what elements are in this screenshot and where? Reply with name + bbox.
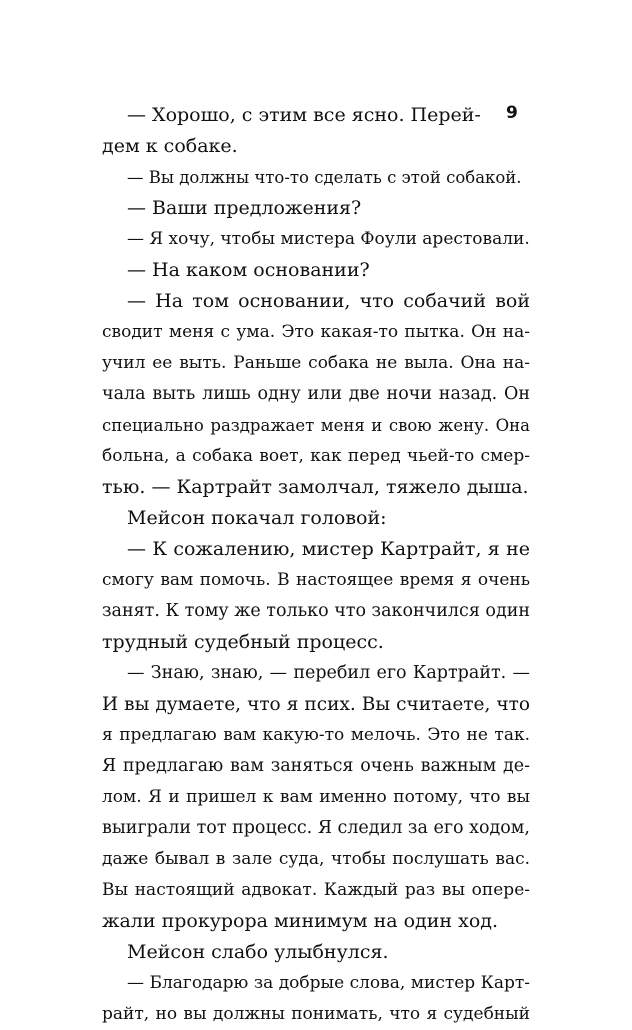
text-line: смогу вам помочь. В настоящее время я очень <box>102 570 530 590</box>
text-line: даже бывал в зале суда, чтобы послушать вас. <box>102 849 530 869</box>
text-line: — Знаю, знаю, — перебил его Картрайт. — <box>127 663 530 683</box>
text-line: больна, а собака воет, как перед чьей-то смер- <box>102 446 530 466</box>
text-line: трудный судебный процесс. <box>102 631 384 653</box>
text-line: райт, но вы должны понимать, что я судебный <box>102 1004 530 1024</box>
page-number: 9 <box>506 103 518 123</box>
text-line: жали прокурора минимум на один ход. <box>102 910 499 932</box>
text-line: Мейсон покачал головой: <box>127 507 387 529</box>
text-line: специально раздражает меня и свою жену. Она <box>102 416 530 435</box>
text-line: — Вы должны что-то сделать с этой собакой. <box>127 168 522 187</box>
text-line: чала выть лишь одну или две ночи назад. Он <box>102 384 530 404</box>
text-line: — На каком основании? <box>127 259 370 281</box>
text-line: дем к собаке. <box>102 135 238 157</box>
text-line: И вы думаете, что я псих. Вы считаете, что <box>102 694 530 715</box>
text-line: занят. К тому же только что закончился один <box>102 601 530 621</box>
text-line: лом. Я и пришел к вам именно потому, что вы <box>102 787 530 807</box>
text-line: выиграли тот процесс. Я следил за его ходом, <box>102 818 530 838</box>
text-line: тью. — Картрайт замолчал, тяжело дыша. <box>102 476 529 498</box>
text-line: — Я хочу, чтобы мистера Фоули арестовали. <box>127 229 530 249</box>
text-line: — Благодарю за добрые слова, мистер Карт- <box>127 973 530 993</box>
text-line: сводит меня с ума. Это какая-то пытка. Он на- <box>102 322 530 342</box>
text-line: — Ваши предложения? <box>127 197 362 219</box>
text-line: Я предлагаю вам заняться очень важным де- <box>102 756 530 776</box>
text-line: — На том основании, что собачий вой <box>127 290 530 312</box>
text-line: Вы настоящий адвокат. Каждый раз вы опере- <box>102 880 530 900</box>
text-line: учил ее выть. Раньше собака не выла. Она на- <box>102 353 530 373</box>
text-line: — К сожалению, мистер Картрайт, я не <box>127 538 530 560</box>
body-text <box>102 100 530 1030</box>
text-line: я предлагаю вам какую-то мелочь. Это не так. <box>102 725 530 745</box>
text-line: Мейсон слабо улыбнулся. <box>127 941 389 963</box>
text-line: — Хорошо, с этим все ясно. Перей- <box>127 104 481 126</box>
